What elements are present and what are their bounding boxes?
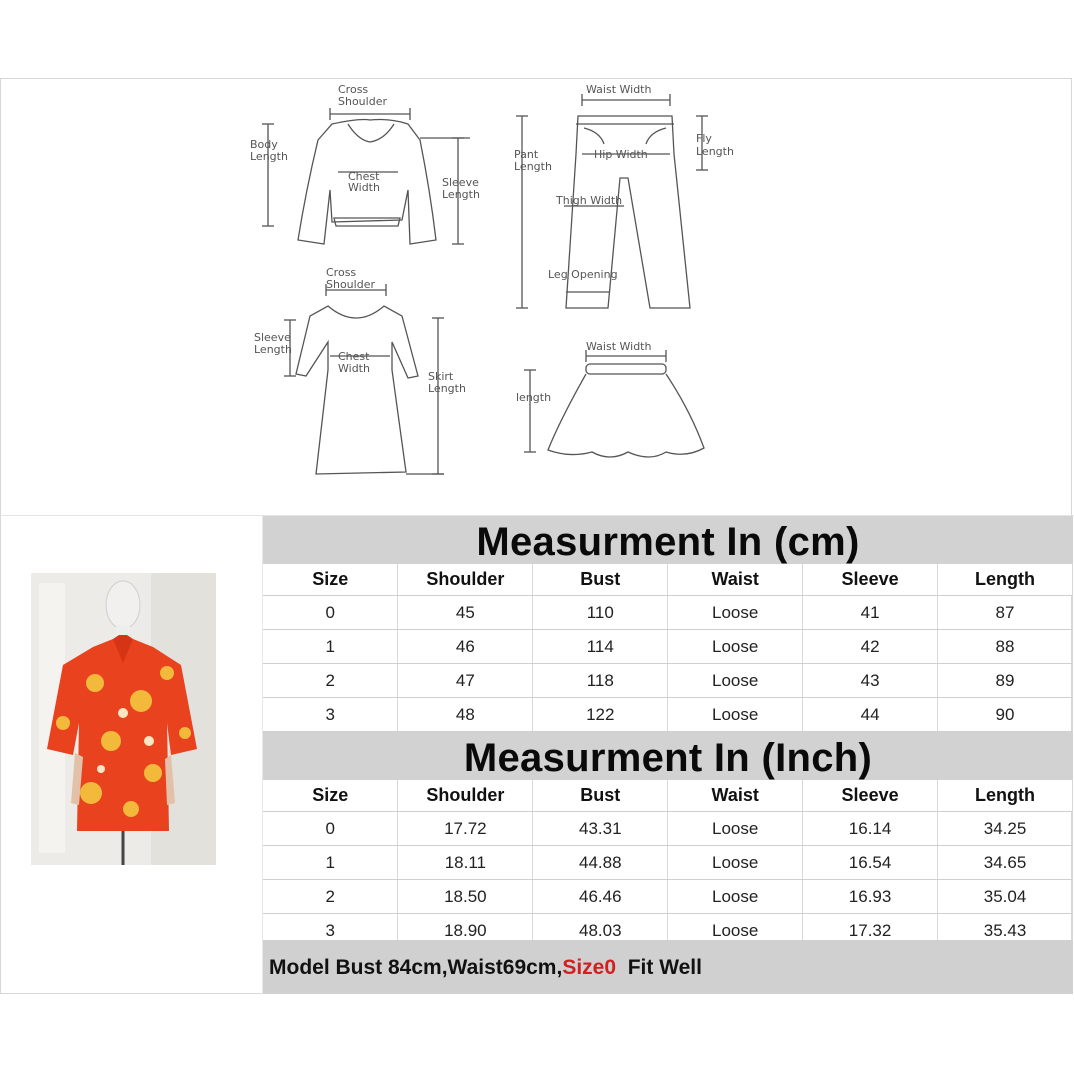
model-fit-note	[263, 940, 1073, 994]
cell: 44	[803, 698, 938, 732]
inch-table-title: Measurment In (Inch)	[263, 732, 1073, 780]
pants-length-label: Pant	[514, 148, 539, 161]
top-cross-shoulder-label: Cross	[338, 83, 369, 96]
table-row	[263, 630, 1073, 664]
dress-sleeve-length-label-2: Length	[254, 343, 292, 356]
cell: 88	[938, 630, 1073, 664]
pants-leg-opening-label: Leg Opening	[548, 268, 618, 281]
cell: 122	[533, 698, 668, 732]
cell: 43	[803, 664, 938, 698]
table-row	[263, 596, 1073, 630]
cell: 2	[263, 880, 398, 914]
dress-skirt-length-label: Skirt	[428, 370, 454, 383]
cell: 1	[263, 846, 398, 880]
cell: 46.46	[533, 880, 668, 914]
cell: 2	[263, 664, 398, 698]
header-size: Size	[263, 564, 398, 596]
pants-waist-width-label: Waist Width	[586, 83, 652, 96]
cell: 35.43	[938, 914, 1073, 948]
skirt-length-label: length	[516, 391, 552, 404]
pants-length-label-2: Length	[514, 160, 552, 173]
cm-table-title: Measurment In (cm)	[263, 516, 1073, 564]
cell: Loose	[668, 880, 803, 914]
cell: 114	[533, 630, 668, 664]
cell: 41	[803, 596, 938, 630]
cell: 48.03	[533, 914, 668, 948]
pants-fly-length-label-2: Length	[696, 145, 734, 158]
cell: 1	[263, 630, 398, 664]
model-shirt-illustration	[31, 573, 216, 865]
cell: Loose	[668, 846, 803, 880]
cell: 43.31	[533, 812, 668, 846]
cell: 44.88	[533, 846, 668, 880]
cell: 18.11	[398, 846, 533, 880]
table-row	[263, 880, 1073, 914]
cell: 0	[263, 812, 398, 846]
cell: 18.50	[398, 880, 533, 914]
skirt-waist-width-label: Waist Width	[586, 340, 652, 353]
top-body-length-label-2: Length	[250, 150, 288, 163]
cell: 110	[533, 596, 668, 630]
cell: 18.90	[398, 914, 533, 948]
cell: 16.93	[803, 880, 938, 914]
cell: 34.25	[938, 812, 1073, 846]
dress-skirt-length-label-2: Length	[428, 382, 466, 395]
fit-well-text: Fit Well	[616, 956, 702, 979]
cell: 17.72	[398, 812, 533, 846]
cm-table-header-row	[263, 564, 1073, 596]
header-sleeve: Sleeve	[803, 564, 938, 596]
measurement-tables	[263, 516, 1073, 948]
cell: 118	[533, 664, 668, 698]
table-row	[263, 846, 1073, 880]
header-shoulder: Shoulder	[398, 564, 533, 596]
cell: 90	[938, 698, 1073, 732]
header-size: Size	[263, 780, 398, 812]
cell: 16.54	[803, 846, 938, 880]
cell: 3	[263, 914, 398, 948]
header-waist: Waist	[668, 780, 803, 812]
pants-hip-width-label: Hip Width	[594, 148, 648, 161]
pants-fly-length-label: Fly	[696, 132, 712, 145]
top-body-length-label: Body	[250, 138, 278, 151]
model-photo	[31, 573, 216, 865]
cell: 46	[398, 630, 533, 664]
header-length: Length	[938, 564, 1073, 596]
dress-chest-width-label-2: Width	[338, 362, 370, 375]
table-row	[263, 698, 1073, 732]
dress-cross-shoulder-label: Cross	[326, 266, 357, 279]
top-cross-shoulder-label-2: Shoulder	[338, 95, 387, 108]
top-sleeve-length-label-2: Length	[442, 188, 480, 201]
cell: Loose	[668, 698, 803, 732]
measurement-diagrams	[240, 80, 760, 500]
model-size-highlight: Size0	[562, 956, 617, 979]
cell: 34.65	[938, 846, 1073, 880]
cell: Loose	[668, 596, 803, 630]
dress-sleeve-length-label: Sleeve	[254, 331, 291, 344]
cm-table	[263, 564, 1073, 732]
cell: 3	[263, 698, 398, 732]
header-waist: Waist	[668, 564, 803, 596]
cell: Loose	[668, 812, 803, 846]
dress-chest-width-label: Chest	[338, 350, 370, 363]
inch-table	[263, 780, 1073, 948]
cell: Loose	[668, 630, 803, 664]
top-sleeve-length-label: Sleeve	[442, 176, 479, 189]
cell: Loose	[668, 664, 803, 698]
cell: 17.32	[803, 914, 938, 948]
cell: 0	[263, 596, 398, 630]
dress-diagram	[284, 284, 444, 474]
table-row	[263, 812, 1073, 846]
dress-cross-shoulder-label-2: Shoulder	[326, 278, 375, 291]
cell: 47	[398, 664, 533, 698]
model-measurements-text: Model Bust 84cm,Waist69cm,	[269, 956, 563, 979]
header-length: Length	[938, 780, 1073, 812]
cell: 35.04	[938, 880, 1073, 914]
header-sleeve: Sleeve	[803, 780, 938, 812]
cell: 87	[938, 596, 1073, 630]
header-shoulder: Shoulder	[398, 780, 533, 812]
cell: 45	[398, 596, 533, 630]
cell: Loose	[668, 914, 803, 948]
pants-thigh-width-label: Thigh Width	[556, 194, 623, 207]
header-bust: Bust	[533, 564, 668, 596]
cell: 89	[938, 664, 1073, 698]
top-chest-width-label: Chest	[348, 170, 380, 183]
cell: 16.14	[803, 812, 938, 846]
top-chest-width-label-2: Width	[348, 181, 380, 194]
table-row	[263, 664, 1073, 698]
header-bust: Bust	[533, 780, 668, 812]
cell: 42	[803, 630, 938, 664]
inch-table-header-row	[263, 780, 1073, 812]
cell: 48	[398, 698, 533, 732]
